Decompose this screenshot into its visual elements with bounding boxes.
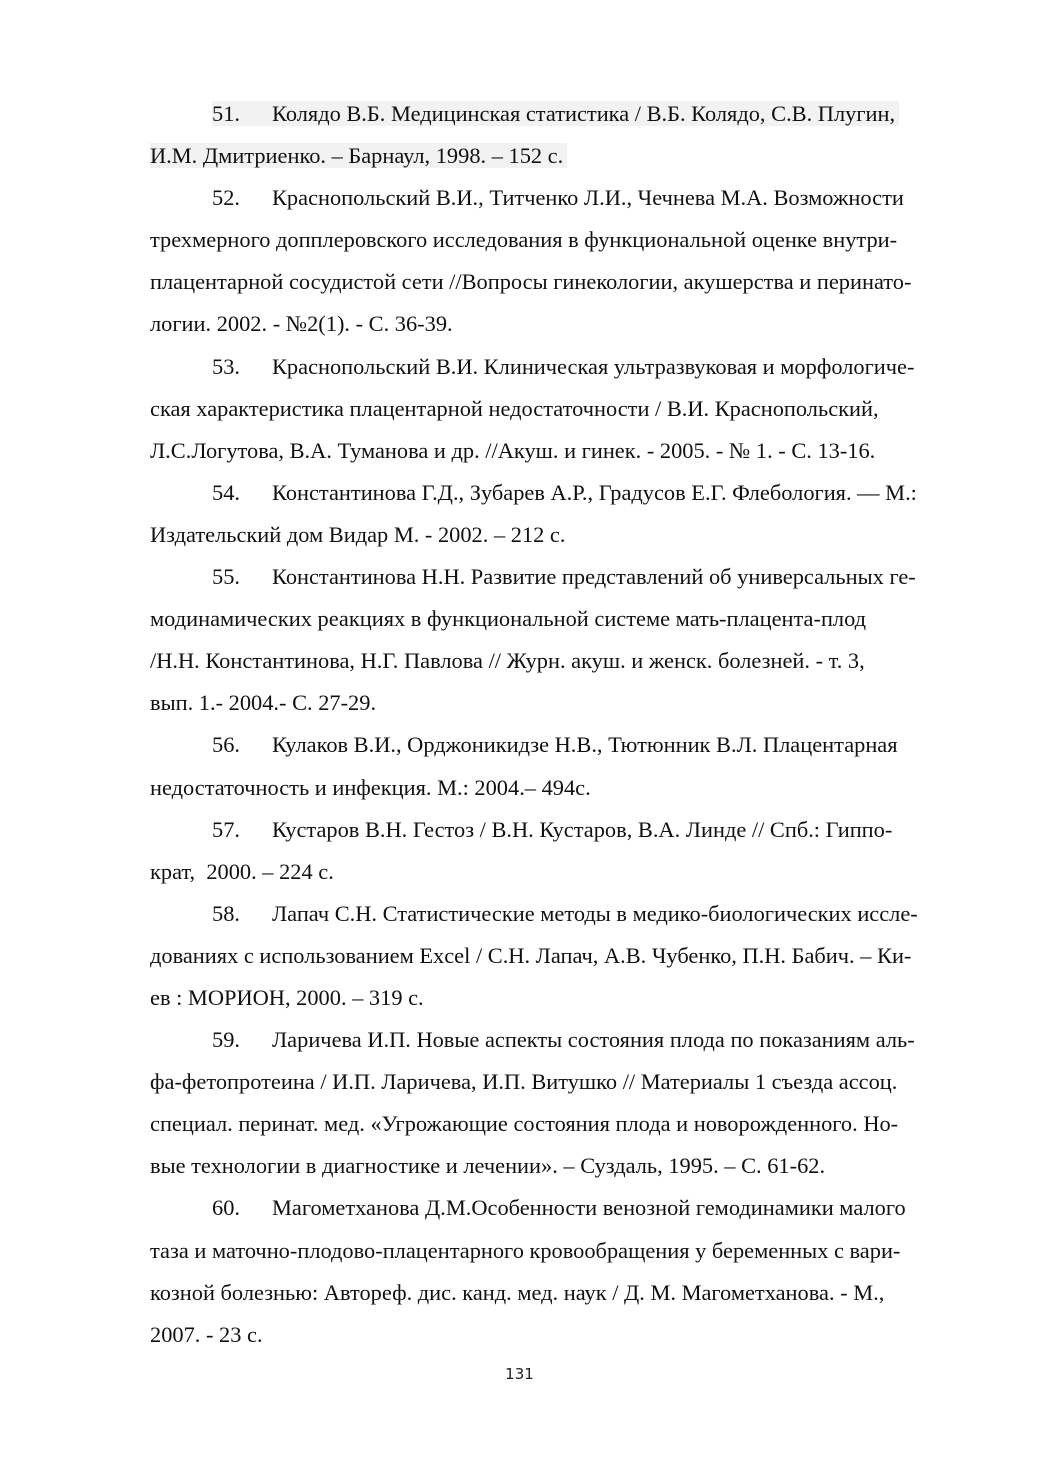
reference-text-line: Лапач С.Н. Статистические методы в медико-биологических иссле-	[272, 900, 918, 926]
reference-item	[150, 1187, 990, 1355]
reference-text-line: ев : МОРИОН, 2000. – 319 с.	[150, 984, 424, 1010]
reference-text-line: Краснопольский В.И. Клиническая ультразвуковая и морфологиче-	[272, 353, 915, 379]
reference-text-line: модинамических реакциях в функциональной системе мать-плацента-плод	[150, 606, 867, 632]
reference-number: 60.	[212, 1195, 240, 1221]
reference-item	[150, 93, 990, 177]
reference-item	[150, 893, 990, 1019]
page-number: 131	[505, 1365, 534, 1383]
reference-number: 52.	[212, 185, 240, 211]
reference-text-line: Краснопольский В.И., Титченко Л.И., Чечнева М.А. Возможности	[272, 185, 904, 211]
reference-text-line: Константинова Н.Н. Развитие представлений об универсальных ге-	[272, 564, 916, 590]
reference-text-line: Л.С.Логутова, В.А. Туманова и др. //Акуш. и гинек. - 2005. - № 1. - С. 13-16.	[150, 437, 876, 463]
reference-item	[150, 177, 990, 345]
reference-text-line: Кустаров В.Н. Гестоз / В.Н. Кустаров, В.А. Линде // Спб.: Гиппо-	[272, 816, 893, 842]
reference-text-line: крат, 2000. – 224 с.	[150, 858, 334, 884]
reference-text-line: вып. 1.- 2004.- С. 27-29.	[150, 690, 377, 716]
reference-text-line: недостаточность и инфекция. М.: 2004.– 494с.	[150, 774, 591, 800]
reference-text-line: фа-фетопротеина / И.П. Ларичева, И.П. Витушко // Материалы 1 съезда ассоц.	[150, 1069, 898, 1095]
reference-text-line: козной болезнью: Автореф. дис. канд. мед. наук / Д. М. Магометханова. - М.,	[150, 1279, 885, 1305]
reference-number: 56.	[212, 732, 240, 758]
reference-number: 51.	[212, 101, 240, 126]
reference-text-line: Ларичева И.П. Новые аспекты состояния плода по показаниям аль-	[272, 1027, 915, 1053]
reference-text-line: Константинова Г.Д., Зубарев А.Р., Градусов Е.Г. Флебология. — М.:	[272, 479, 917, 505]
reference-text-line: вые технологии в диагностике и лечении». – Суздаль, 1995. – С. 61-62.	[150, 1153, 826, 1179]
reference-text-line: И.М. Дмитриенко. – Барнаул, 1998. – 152 с.	[150, 143, 567, 168]
reference-item	[150, 346, 990, 472]
reference-number: 57.	[212, 816, 240, 842]
reference-text-line: Кулаков В.И., Орджоникидзе Н.В., Тютюнник В.Л. Плацентарная	[272, 732, 898, 758]
reference-text-line: таза и маточно-плодово-плацентарного кровообращения у беременных с вари-	[150, 1237, 901, 1263]
reference-text-line: логии. 2002. - №2(1). - С. 36-39.	[150, 311, 453, 337]
reference-text-line: трехмерного допплеровского исследования в функциональной оценке внутри-	[150, 227, 898, 253]
reference-number: 54.	[212, 479, 240, 505]
reference-item	[150, 1019, 990, 1187]
reference-text-line: Колядо В.Б. Медицинская статистика / В.Б. Колядо, С.В. Плугин,	[272, 101, 896, 126]
reference-number: 55.	[212, 564, 240, 590]
reference-text-line: Магометханова Д.М.Особенности венозной гемодинамики малого	[272, 1195, 906, 1221]
reference-text-line: специал. перинат. мед. «Угрожающие состояния плода и новорожденного. Но-	[150, 1111, 899, 1137]
reference-item	[150, 724, 990, 808]
reference-number: 53.	[212, 353, 240, 379]
reference-number: 58.	[212, 900, 240, 926]
reference-item	[150, 472, 990, 556]
reference-number: 59.	[212, 1027, 240, 1053]
reference-text-line: ская характеристика плацентарной недостаточности / В.И. Краснопольский,	[150, 395, 879, 421]
reference-text-line: 2007. - 23 с.	[150, 1321, 263, 1347]
reference-text-line: плацентарной сосудистой сети //Вопросы гинекологии, акушерства и перинато-	[150, 269, 912, 295]
reference-list	[150, 93, 990, 1356]
reference-item	[150, 556, 990, 724]
reference-text-line: дованиях с использованием Excel / С.Н. Лапач, А.В. Чубенко, П.Н. Бабич. – Ки-	[150, 942, 912, 968]
reference-text-line: Издательский дом Видар М. - 2002. – 212 с.	[150, 521, 566, 547]
reference-item	[150, 809, 990, 893]
reference-text-line: /Н.Н. Константинова, Н.Г. Павлова // Журн. акуш. и женск. болезней. - т. 3,	[150, 648, 865, 674]
